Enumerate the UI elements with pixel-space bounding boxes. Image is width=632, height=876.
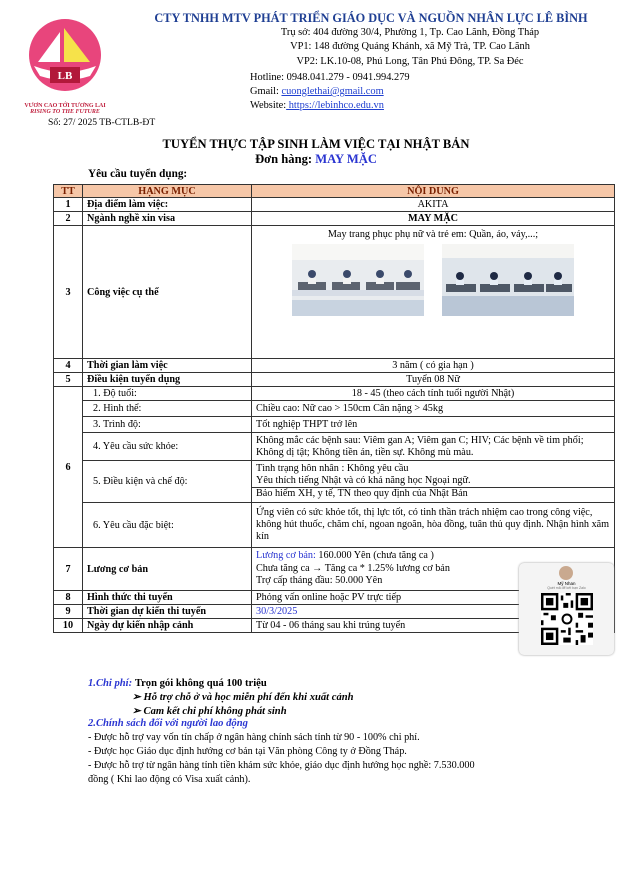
- requirements-title: Yêu cầu tuyển dụng:: [88, 168, 188, 180]
- row-item: Ngành nghề xin visa: [83, 212, 252, 226]
- policy-item: - Được hỗ trợ từ ngân hàng tỉnh tiền khám sức khỏe, giáo dục định hướng học nghề: 7.530.000: [88, 760, 475, 771]
- row-content: Tốt nghiệp THPT trở lên: [252, 417, 615, 433]
- table-row: [54, 417, 615, 433]
- row-tt: 1: [54, 198, 83, 212]
- row-item: Công việc cụ thể: [83, 226, 252, 359]
- row-item: 4. Yêu cầu sức khỏe:: [83, 433, 252, 461]
- table-row: [54, 373, 615, 387]
- row-item: 3. Trình độ:: [83, 417, 252, 433]
- table-row: [54, 387, 615, 401]
- arrow-bullet-icon: ➢: [132, 706, 144, 717]
- policy-item: đồng ( Khi lao động có Visa xuất cảnh).: [88, 774, 251, 785]
- address-vp1: VP1: 148 đường Quảng Khánh, xã Mỹ Trà, TP. Cao Lãnh: [290, 41, 530, 52]
- fees-value: Trọn gói không quá 100 triệu: [134, 678, 267, 689]
- website-link[interactable]: https://lebinhco.edu.vn: [286, 100, 384, 111]
- table-row: [54, 461, 615, 503]
- row-content: Bảo hiểm XH, y tế, TN theo quy định của Nhật Bản: [252, 487, 614, 500]
- gmail-line: [250, 86, 384, 97]
- row-tt: 4: [54, 359, 83, 373]
- row-tt: 9: [54, 605, 83, 619]
- page-title: TUYỂN THỰC TẬP SINH LÀM VIỆC TẠI NHẬT BẢN: [162, 137, 470, 151]
- row-item: Điều kiện tuyển dụng: [83, 373, 252, 387]
- row-content-cell: [252, 226, 615, 359]
- table-row: [54, 226, 615, 359]
- table-row: [54, 359, 615, 373]
- logo-emblem: [20, 12, 110, 98]
- fees-label: 1.Chi phí:: [88, 678, 135, 689]
- order-label: Đơn hàng:: [255, 152, 316, 166]
- row-item: Địa điểm làm việc:: [83, 198, 252, 212]
- qr-name: Mỹ Nhan: [557, 581, 576, 586]
- work-photos: [256, 244, 610, 316]
- row-content: May trang phục phụ nữ và trẻ em: Quần, áo, váy,...;: [327, 229, 539, 240]
- row-content: 30/3/2025: [252, 605, 615, 619]
- row-tt: 10: [54, 619, 83, 633]
- gmail-label: Gmail:: [250, 86, 282, 97]
- document-number: Số: 27/ 2025 TB-CTLB-ĐT: [48, 117, 156, 128]
- header-item: HẠNG MỤC: [83, 185, 252, 198]
- row-content: Chiều cao: Nữ cao > 150cm Cân nặng > 45kg: [252, 401, 615, 417]
- row-item: Lương cơ bản: [83, 548, 252, 591]
- allowance-line: Trợ cấp tháng đầu: 50.000 Yên: [256, 575, 383, 586]
- logo-slogan-en: RISING TO THE FUTURE: [30, 109, 100, 115]
- header-tt: TT: [54, 185, 83, 198]
- qr-code-icon: [541, 593, 593, 645]
- row-item: 5. Điều kiện và chế độ:: [83, 461, 252, 503]
- salary-label: Lương cơ bản:: [256, 550, 316, 561]
- row-item: Thời gian dự kiến thi tuyển: [83, 605, 252, 619]
- fees-line: [88, 677, 354, 691]
- salary-value: 160.000 Yên (chưa tăng ca ): [315, 550, 434, 561]
- row-content: Yêu thích tiếng Nhật và có khả năng học Ngoại ngữ.: [256, 475, 471, 486]
- row-content: MAY MẶC: [252, 212, 615, 226]
- fees-bullet: ➢ Cam kết chi phí không phát sinh: [132, 706, 287, 717]
- address-vp2: VP2: LK.10-08, Phú Long, Tân Phú Đông, TP. Sa Đéc: [296, 56, 524, 67]
- table-row: [54, 503, 615, 548]
- table-row: [54, 198, 615, 212]
- row-item: 1. Độ tuổi:: [83, 387, 252, 401]
- row-tt: 6: [54, 387, 83, 548]
- row-item: Hình thức thi tuyển: [83, 591, 252, 605]
- sewing-factory-photo-1: [292, 244, 424, 316]
- table-row: [54, 212, 615, 226]
- row-tt: 5: [54, 373, 83, 387]
- website-label: Website:: [250, 100, 287, 111]
- row-content: Không mắc các bệnh sau: Viêm gan A; Viêm gan C; HIV; Các bệnh về tim phổi; Không dị tật; Không tiền án, tiền sự. Không mù màu.: [252, 433, 615, 461]
- row-item: 6. Yêu cầu đặc biệt:: [83, 503, 252, 548]
- row-content: 3 năm ( có gia hạn ): [252, 359, 615, 373]
- table-header-row: [54, 185, 615, 198]
- zalo-qr-card[interactable]: [519, 563, 614, 655]
- row-content-cell: [252, 461, 615, 503]
- overtime-line: Chưa tăng ca → Tăng ca * 1.25% lương cơ bản: [256, 562, 450, 574]
- salary-line: [256, 550, 610, 563]
- company-logo: [20, 12, 110, 120]
- svg-text:LB: LB: [57, 70, 73, 82]
- website-line: [250, 100, 384, 111]
- avatar: [559, 566, 573, 580]
- sewing-factory-photo-2: [442, 244, 574, 316]
- row-item: Ngày dự kiến nhập cảnh: [83, 619, 252, 633]
- row-tt: 8: [54, 591, 83, 605]
- hotline: Hotline: 0948.041.279 - 0941.994.279: [250, 72, 410, 83]
- qr-subtitle: Quét mã để kết bạn Zalo: [547, 586, 586, 590]
- row-content: Từ 04 - 06 tháng sau khi trúng tuyển: [252, 619, 615, 633]
- policy-title: 2.Chính sách đối với người lao động: [88, 718, 248, 729]
- row-tt: 7: [54, 548, 83, 591]
- row-content: Phỏng vấn online hoặc PV trực tiếp: [252, 591, 615, 605]
- fees-section: [88, 677, 354, 719]
- row-content: 18 - 45 (theo cách tính tuổi người Nhật): [252, 387, 615, 401]
- row-content: Tuyển 08 Nữ: [252, 373, 615, 387]
- row-content: Tình trạng hôn nhân : Không yêu cầu: [256, 463, 409, 474]
- order-value: MAY MẶC: [315, 152, 377, 166]
- row-tt: 2: [54, 212, 83, 226]
- row-content: AKITA: [252, 198, 615, 212]
- table-row: [54, 433, 615, 461]
- company-name: CTY TNHH MTV PHÁT TRIỂN GIÁO DỤC VÀ NGUỒN NHÂN LỰC LÊ BÌNH: [154, 11, 588, 25]
- gmail-link[interactable]: cuonglethai@gmail.com: [281, 86, 384, 97]
- fees-bullet: ➢ Hỗ trợ chỗ ở và học miễn phí đến khi xuất cảnh: [132, 692, 354, 703]
- policy-item: - Được học Giáo dục định hướng cơ bản tại Văn phòng Công ty ở Đồng Tháp.: [88, 746, 407, 757]
- header-content: NỘI DUNG: [252, 185, 615, 198]
- row-item: Thời gian làm việc: [83, 359, 252, 373]
- row-item: 2. Hình thể:: [83, 401, 252, 417]
- row-tt: 3: [54, 226, 83, 359]
- policy-item: - Được hỗ trợ vay vốn tín chấp ở ngân hàng chính sách tỉnh từ 90 - 100% chi phí.: [88, 732, 420, 743]
- address-main: Trụ sở: 404 đường 30/4, Phường 1, Tp. Cao Lãnh, Đồng Tháp: [280, 27, 540, 38]
- logo-slogan-vi: VƯƠN CAO TỚI TƯƠNG LAI: [24, 103, 106, 109]
- arrow-bullet-icon: ➢: [132, 692, 144, 703]
- row-content: Ứng viên có sức khỏe tốt, thị lực tốt, có tinh thần trách nhiệm cao trong công việc, không hút thuốc, chăm chỉ, ngoan ngoãn, hòa đồng, tuân thủ quy định. Nhận hình xăm kín: [252, 503, 615, 548]
- table-row: [54, 401, 615, 417]
- order-line: [0, 152, 632, 167]
